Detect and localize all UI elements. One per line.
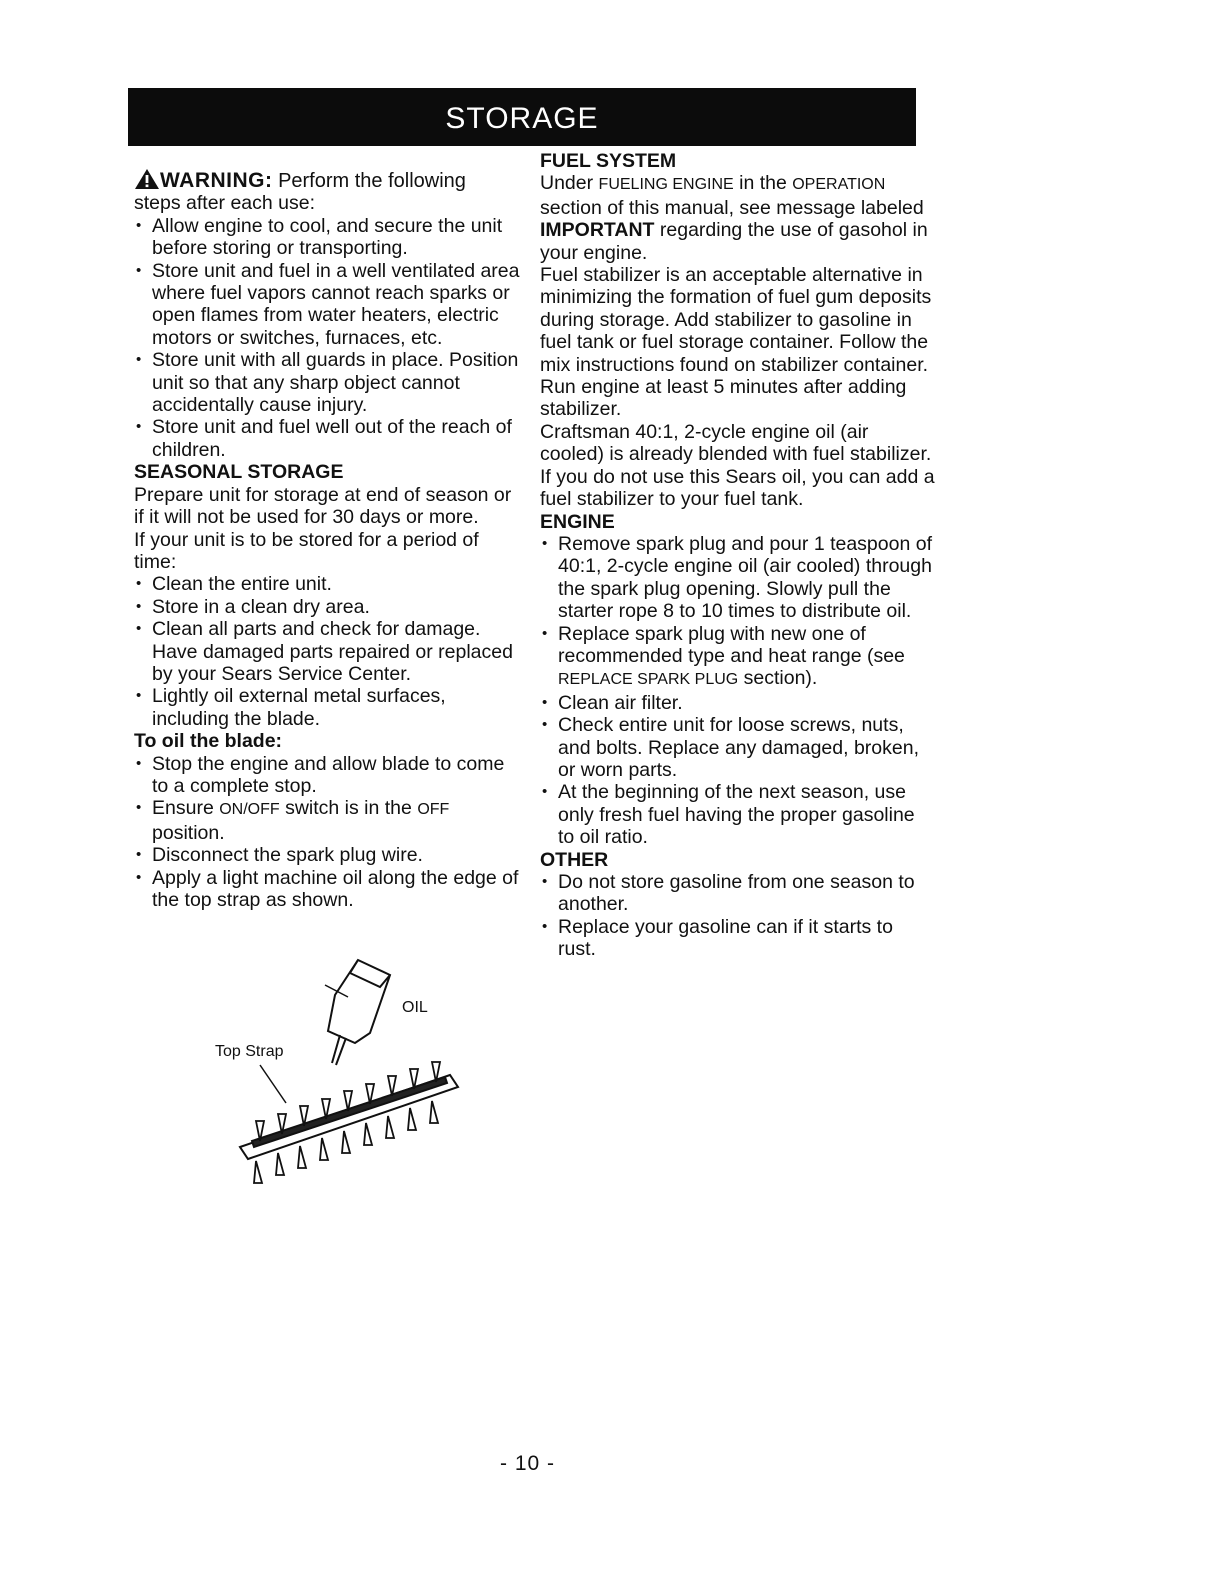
seasonal-para-1: Prepare unit for storage at end of season or if it will not be used for 30 days or more. (134, 483, 512, 529)
list-item: • Apply a light machine oil along the edge of the top strap as shown. (134, 867, 524, 912)
text-run: in the (739, 172, 787, 195)
text-run: section). (743, 667, 818, 690)
text-run: section of this manual, see message labeled (540, 196, 924, 219)
oil-blade-list (134, 753, 524, 912)
list-item: • Check entire unit for loose screws, nuts, and bolts. Replace any damaged, broken, or worn parts. (540, 714, 935, 781)
fuel-system-heading: FUEL SYSTEM (540, 150, 677, 172)
operation-ref: OPERATION (792, 176, 886, 194)
list-item: • Clean all parts and check for damage. Have damaged parts repaired or replaced by your Sears Service Center. (134, 618, 524, 685)
list-item: • Clean air filter. (540, 692, 935, 714)
important-label: IMPORTANT (540, 219, 655, 242)
list-item: • Lightly oil external metal surfaces, including the blade. (134, 685, 524, 730)
seasonal-list (134, 573, 524, 730)
list-item: • Store unit with all guards in place. Position unit so that any sharp object cannot accidentally cause injury. (134, 349, 524, 416)
list-item: • Clean the entire unit. (134, 573, 524, 595)
text-run: Replace spark plug with new one of recommended type and heat range (see (558, 622, 905, 667)
list-item: • Allow engine to cool, and secure the unit before storing or transporting. (134, 215, 524, 260)
text-run: Under (540, 172, 594, 195)
fueling-engine-ref: FUELING ENGINE (598, 176, 734, 194)
seasonal-para-2: If your unit is to be stored for a period of time: (134, 528, 479, 573)
list-item: • Stop the engine and allow blade to come to a complete stop. (134, 753, 524, 798)
top-strap-label: Top Strap (215, 1043, 284, 1060)
list-item: • At the beginning of the next season, use only fresh fuel having the proper gasoline to oil ratio. (540, 781, 935, 848)
text-run: position. (152, 821, 225, 844)
list-item: • Store unit and fuel well out of the reach of children. (134, 416, 524, 461)
left-column (134, 168, 524, 911)
list-item: • Do not store gasoline from one season to another. (540, 871, 935, 916)
replace-spark-plug-ref: REPLACE SPARK PLUG (558, 671, 739, 689)
engine-list (540, 533, 935, 849)
list-item: • Remove spark plug and pour 1 teaspoon of 40:1, 2-cycle engine oil (air cooled) through the spark plug opening. Slowly pull the starter rope 8 to 10 times to distribute oil. (540, 533, 935, 623)
warning-label: WARNING: (160, 169, 273, 192)
text-run: Ensure (152, 797, 214, 820)
fuel-para-2: Fuel stabilizer is an acceptable alternative in minimizing the formation of fuel gum deposits during storage. Add stabilizer to gasoline in fuel tank or fuel storage container. Follow the mix instructions found on stabilizer container. Run engine at least 5 minutes after adding stabilizer. (540, 264, 932, 421)
section-title-banner: STORAGE (128, 88, 916, 146)
text-run: switch is in the (285, 797, 412, 820)
switch-label: ON/OFF (219, 801, 280, 819)
page-number: - 10 - (500, 1452, 556, 1475)
engine-heading: ENGINE (540, 510, 615, 533)
warning-list (134, 215, 524, 461)
list-item: • Store in a clean dry area. (134, 596, 524, 618)
oil-blade-heading: To oil the blade: (134, 730, 283, 753)
warning-paragraph (134, 168, 524, 192)
fuel-para-3: Craftsman 40:1, 2-cycle engine oil (air cooled) is already blended with fuel stabilizer. If you do not use this Sears oil, you can add a fuel stabilizer to your fuel tank. (540, 420, 935, 511)
list-item: • Store unit and fuel in a well ventilated area where fuel vapors cannot reach sparks or open flames from water heaters, electric motors or switches, furnaces, etc. (134, 260, 524, 350)
warning-lead-rest: steps after each use: (134, 192, 316, 215)
warning-lead: Perform the following (278, 170, 466, 192)
warning-triangle-icon (134, 168, 160, 190)
text-run: regarding the use of gasohol in your engine. (540, 219, 928, 264)
list-item (540, 623, 935, 692)
fuel-para-1 (540, 172, 935, 264)
off-label: OFF (417, 801, 450, 819)
other-list (540, 871, 935, 961)
seasonal-storage-heading: SEASONAL STORAGE (134, 461, 344, 484)
oil-blade-illustration (200, 955, 480, 1185)
hedge-blade-drawing (200, 955, 480, 1185)
list-item (134, 797, 524, 844)
oil-label: OIL (402, 999, 428, 1016)
right-column (540, 150, 935, 961)
list-item: • Disconnect the spark plug wire. (134, 844, 524, 866)
list-item: • Replace your gasoline can if it starts to rust. (540, 916, 935, 961)
other-heading: OTHER (540, 848, 609, 871)
